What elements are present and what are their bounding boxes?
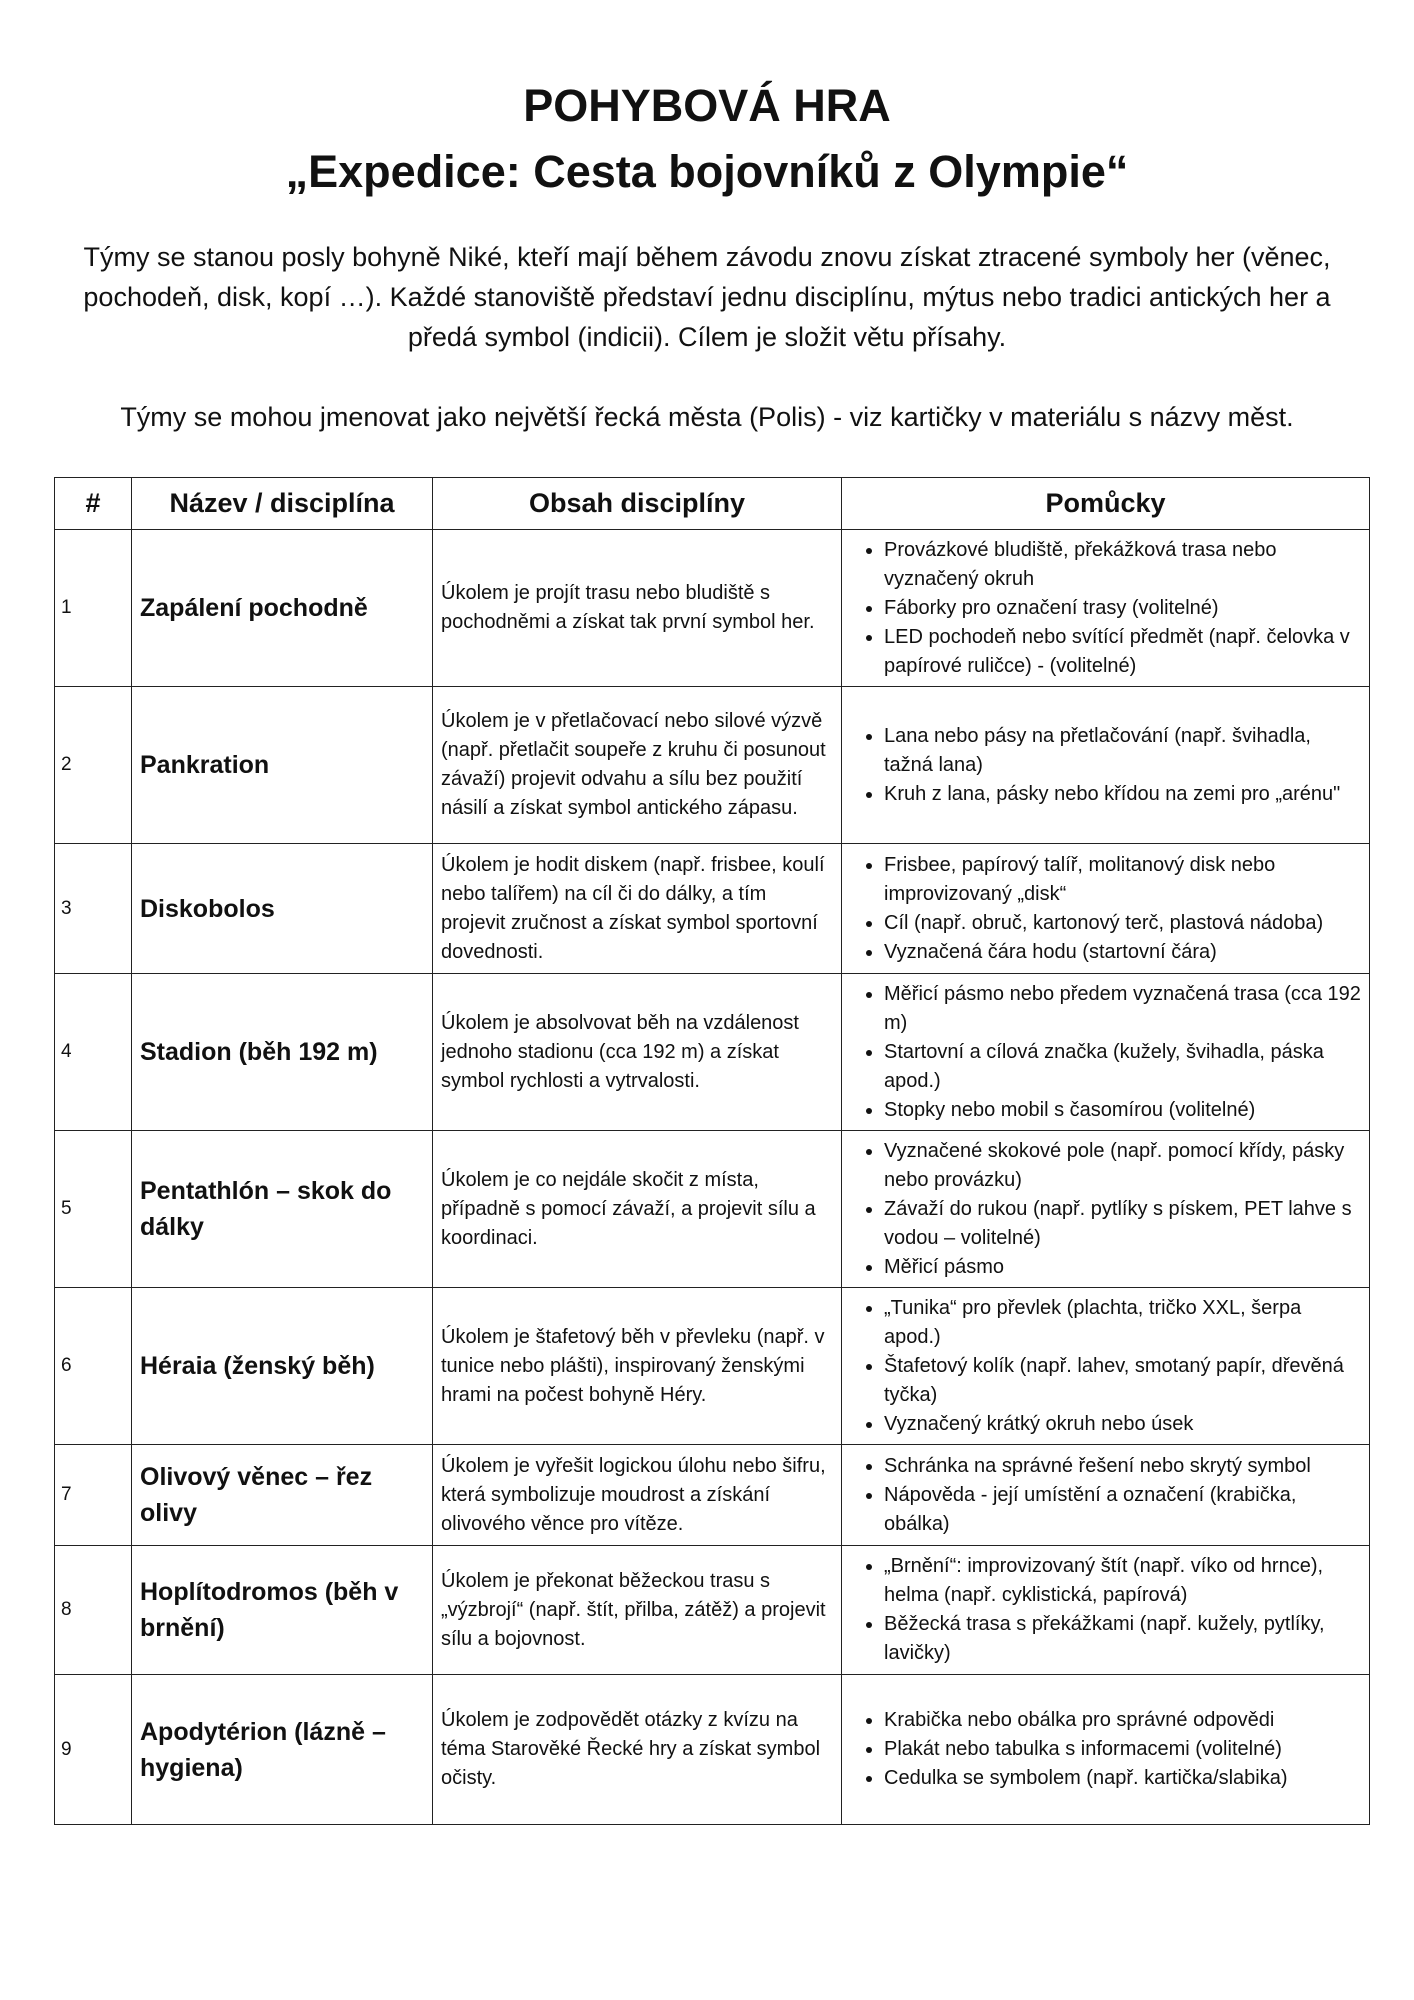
row-number: 6 bbox=[55, 1288, 132, 1445]
discipline-name: Zapálení pochodně bbox=[132, 530, 433, 687]
page-subtitle: „Expedice: Cesta bojovníků z Olympie“ bbox=[285, 146, 1129, 197]
tool-item: • Startovní a cílová značka (kužely, švihadla, páska apod.) bbox=[884, 1038, 1363, 1096]
discipline-tools bbox=[842, 1546, 1370, 1675]
tool-item: • „Tunika“ pro převlek (plachta, tričko XXL, šerpa apod.) bbox=[884, 1294, 1363, 1352]
row-number: 5 bbox=[55, 1131, 132, 1288]
discipline-content: Úkolem je co nejdále skočit z místa, případně s pomocí závaží, a projevit sílu a koordinaci. bbox=[433, 1131, 842, 1288]
tool-item: • Fáborky pro označení trasy (volitelné) bbox=[884, 594, 1363, 623]
row-number: 2 bbox=[55, 687, 132, 844]
teams-note: Týmy se mohou jmenovat jako největší řecká města (Polis) - viz kartičky v materiálu s názvy měst. bbox=[120, 402, 1294, 432]
discipline-name: Hoplítodromos (běh v brnění) bbox=[132, 1546, 433, 1675]
tool-item: • Kruh z lana, pásky nebo křídou na zemi pro „arénu" bbox=[884, 780, 1363, 809]
table-row bbox=[55, 1445, 1370, 1546]
table-row bbox=[55, 530, 1370, 687]
tool-item: • Závaží do rukou (např. pytlíky s pískem, PET lahve s vodou – volitelné) bbox=[884, 1195, 1363, 1253]
discipline-name: Héraia (ženský běh) bbox=[132, 1288, 433, 1445]
discipline-content: Úkolem je překonat běžeckou trasu s „výzbrojí“ (např. štít, přilba, zátěž) a projevit sílu a bojovnost. bbox=[433, 1546, 842, 1675]
discipline-name: Olivový věnec – řez olivy bbox=[132, 1445, 433, 1546]
discipline-content: Úkolem je zodpovědět otázky z kvízu na téma Starověké Řecké hry a získat symbol očisty. bbox=[433, 1675, 842, 1825]
tools-list bbox=[846, 1706, 1363, 1793]
intro-paragraph: Týmy se stanou posly bohyně Niké, kteří mají během závodu znovu získat ztracené symboly her (věnec, pochodeň, disk, kopí …). Každé stanoviště představí jednu disciplínu, mýtus nebo tradici antických her a předá symbol (indicii). Cílem je složit větu přísahy. bbox=[83, 242, 1331, 352]
discipline-tools bbox=[842, 687, 1370, 844]
discipline-content: Úkolem je hodit diskem (např. frisbee, koulí nebo talířem) na cíl či do dálky, a tím projevit zručnost a získat symbol sportovní dovednosti. bbox=[433, 844, 842, 974]
tool-item: • Měřicí pásmo nebo předem vyznačená trasa (cca 192 m) bbox=[884, 980, 1363, 1038]
tool-item: • LED pochodeň nebo svítící předmět (např. čelovka v papírové ruličce) - (volitelné) bbox=[884, 623, 1363, 681]
table-row bbox=[55, 1546, 1370, 1675]
tool-item: • Měřicí pásmo bbox=[884, 1253, 1363, 1282]
discipline-content: Úkolem je absolvovat běh na vzdálenost jednoho stadionu (cca 192 m) a získat symbol rychlosti a vytrvalosti. bbox=[433, 974, 842, 1131]
tool-item: • Vyznačená čára hodu (startovní čára) bbox=[884, 938, 1363, 967]
row-number: 9 bbox=[55, 1675, 132, 1825]
discipline-tools bbox=[842, 1288, 1370, 1445]
tool-item: • Vyznačené skokové pole (např. pomocí křídy, pásky nebo provázku) bbox=[884, 1137, 1363, 1195]
discipline-content: Úkolem je vyřešit logickou úlohu nebo šifru, která symbolizuje moudrost a získání olivového věnce pro vítěze. bbox=[433, 1445, 842, 1546]
row-number: 7 bbox=[55, 1445, 132, 1546]
tools-list bbox=[846, 851, 1363, 967]
row-number: 3 bbox=[55, 844, 132, 974]
tool-item: • Běžecká trasa s překážkami (např. kužely, pytlíky, lavičky) bbox=[884, 1610, 1363, 1668]
discipline-name: Stadion (běh 192 m) bbox=[132, 974, 433, 1131]
disciplines-table bbox=[54, 477, 1370, 1825]
discipline-tools bbox=[842, 1675, 1370, 1825]
tool-item: • Vyznačený krátký okruh nebo úsek bbox=[884, 1410, 1363, 1439]
discipline-content: Úkolem je projít trasu nebo bludiště s pochodněmi a získat tak první symbol her. bbox=[433, 530, 842, 687]
discipline-content: Úkolem je štafetový běh v převleku (např. v tunice nebo plášti), inspirovaný ženskými hrami na počest bohyně Héry. bbox=[433, 1288, 842, 1445]
table-header-row bbox=[55, 478, 1370, 530]
table-row bbox=[55, 687, 1370, 844]
discipline-tools bbox=[842, 530, 1370, 687]
tool-item: • Cedulka se symbolem (např. kartička/slabika) bbox=[884, 1764, 1363, 1793]
table-row bbox=[55, 974, 1370, 1131]
row-number: 1 bbox=[55, 530, 132, 687]
tools-list bbox=[846, 536, 1363, 681]
table-row bbox=[55, 1675, 1370, 1825]
tool-item: • Štafetový kolík (např. lahev, smotaný papír, dřevěná tyčka) bbox=[884, 1352, 1363, 1410]
tools-list bbox=[846, 722, 1363, 809]
discipline-tools bbox=[842, 844, 1370, 974]
tool-item: • Plakát nebo tabulka s informacemi (volitelné) bbox=[884, 1735, 1363, 1764]
column-header-name: Název / disciplína bbox=[132, 478, 433, 530]
table-row bbox=[55, 1131, 1370, 1288]
discipline-tools bbox=[842, 1445, 1370, 1546]
table-row bbox=[55, 1288, 1370, 1445]
page-title: POHYBOVÁ HRA bbox=[523, 80, 891, 131]
tool-item: • Stopky nebo mobil s časomírou (volitelné) bbox=[884, 1096, 1363, 1125]
tools-list bbox=[846, 1552, 1363, 1668]
column-header-tools: Pomůcky bbox=[842, 478, 1370, 530]
tools-list bbox=[846, 980, 1363, 1125]
discipline-tools bbox=[842, 974, 1370, 1131]
tool-item: • Nápověda - její umístění a označení (krabička, obálka) bbox=[884, 1481, 1363, 1539]
discipline-name: Pentathlón – skok do dálky bbox=[132, 1131, 433, 1288]
row-number: 8 bbox=[55, 1546, 132, 1675]
tool-item: • Cíl (např. obruč, kartonový terč, plastová nádoba) bbox=[884, 909, 1363, 938]
tool-item: • Provázkové bludiště, překážková trasa nebo vyznačený okruh bbox=[884, 536, 1363, 594]
column-header-content: Obsah disciplíny bbox=[433, 478, 842, 530]
discipline-name: Pankration bbox=[132, 687, 433, 844]
tools-list bbox=[846, 1452, 1363, 1539]
tool-item: • Lana nebo pásy na přetlačování (např. švihadla, tažná lana) bbox=[884, 722, 1363, 780]
discipline-content: Úkolem je v přetlačovací nebo silové výzvě (např. přetlačit soupeře z kruhu či posunout závaží) projevit odvahu a sílu bez použití násilí a získat symbol antického zápasu. bbox=[433, 687, 842, 844]
tool-item: • Krabička nebo obálka pro správné odpovědi bbox=[884, 1706, 1363, 1735]
tools-list bbox=[846, 1137, 1363, 1282]
row-number: 4 bbox=[55, 974, 132, 1131]
table-row bbox=[55, 844, 1370, 974]
discipline-name: Apodytérion (lázně – hygiena) bbox=[132, 1675, 433, 1825]
discipline-name: Diskobolos bbox=[132, 844, 433, 974]
discipline-tools bbox=[842, 1131, 1370, 1288]
column-header-number: # bbox=[55, 478, 132, 530]
tool-item: • „Brnění“: improvizovaný štít (např. víko od hrnce), helma (např. cyklistická, papírová) bbox=[884, 1552, 1363, 1610]
tools-list bbox=[846, 1294, 1363, 1439]
tool-item: • Frisbee, papírový talíř, molitanový disk nebo improvizovaný „disk“ bbox=[884, 851, 1363, 909]
tool-item: • Schránka na správné řešení nebo skrytý symbol bbox=[884, 1452, 1363, 1481]
